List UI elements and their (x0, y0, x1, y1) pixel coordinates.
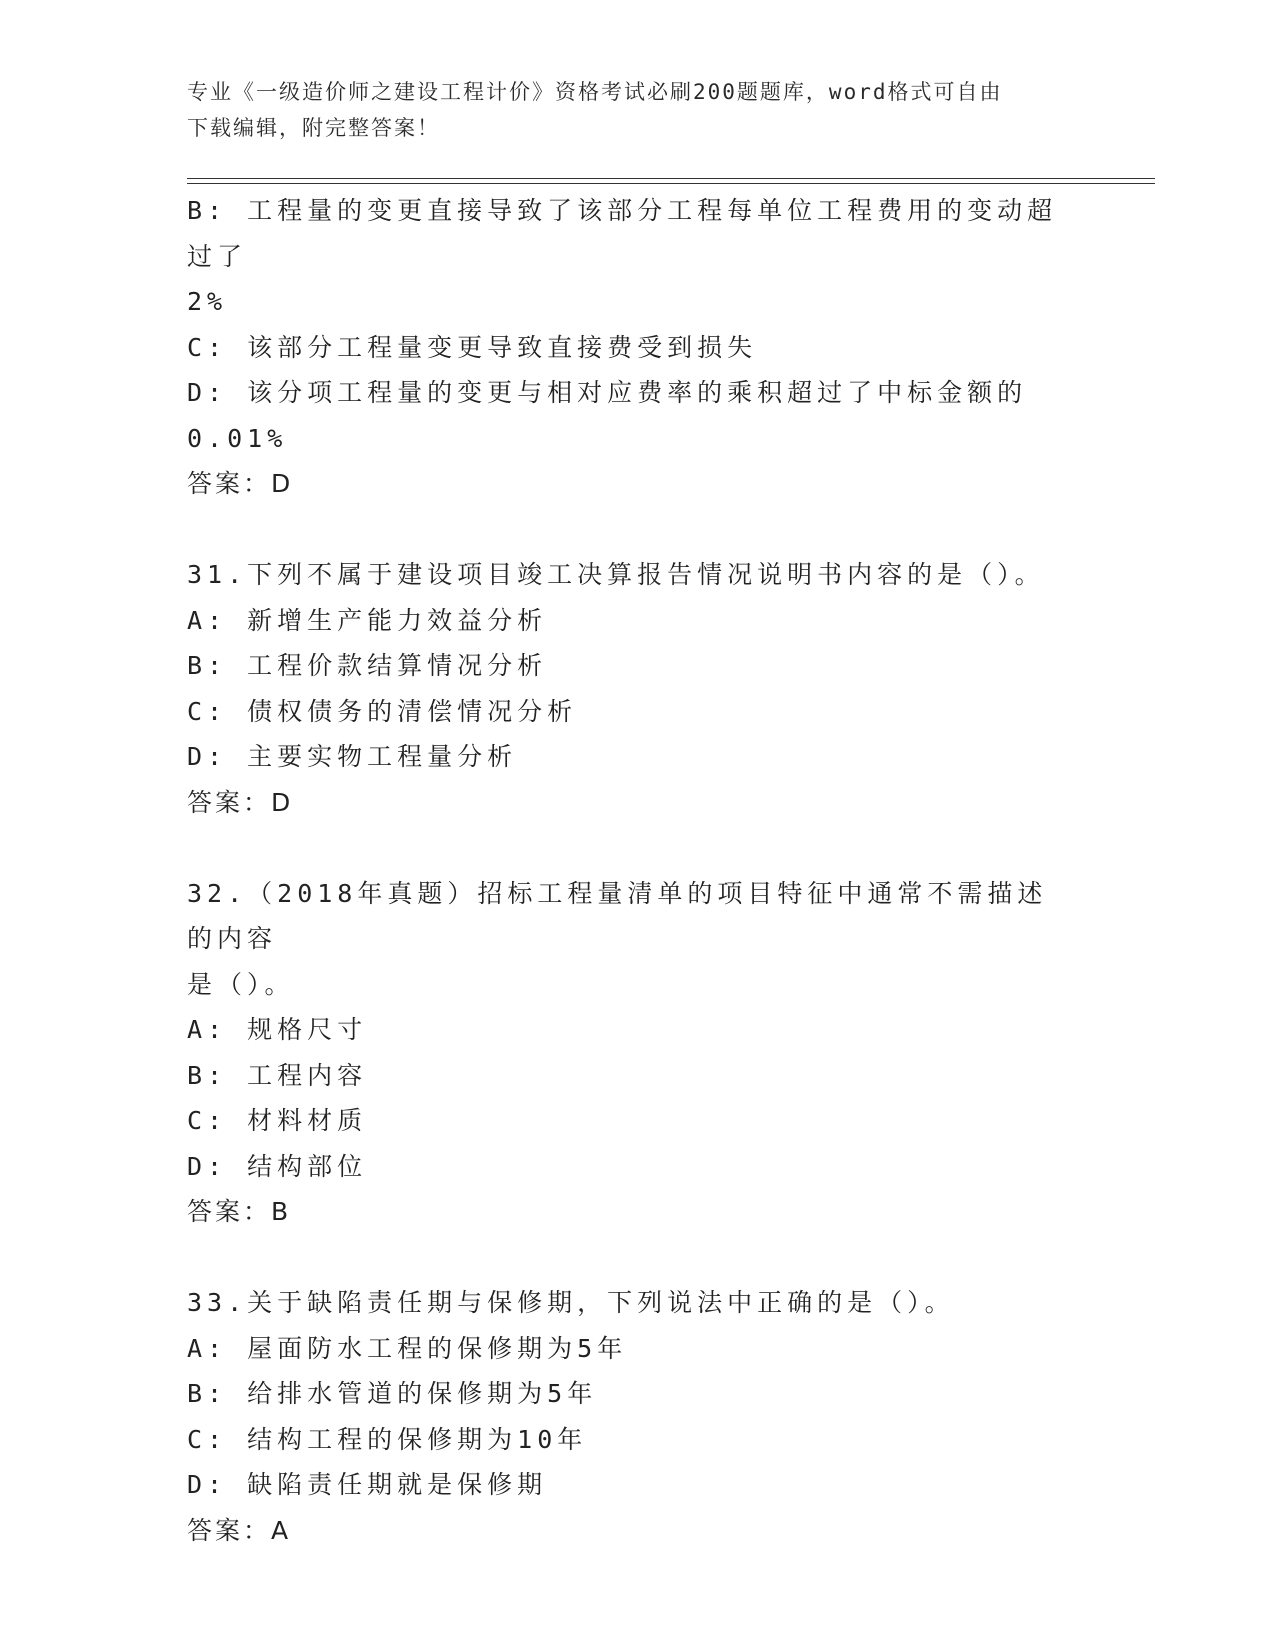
question-block (187, 552, 1077, 825)
question-block (187, 871, 1077, 1235)
option-c: C: 材料材质 (187, 1106, 368, 1135)
option-b: B: 工程量的变更直接导致了该部分工程每单位工程费用的变动超过了 (187, 196, 1058, 271)
question-block (187, 188, 1077, 507)
question-stem-continued: 是（）。 (187, 969, 295, 999)
question-block (187, 1280, 1077, 1553)
option-c: C: 结构工程的保修期为10年 (187, 1424, 588, 1454)
option-b: B: 工程内容 (187, 1060, 368, 1090)
question-stem: 33.关于缺陷责任期与保修期，下列说法中正确的是（）。 (187, 1288, 955, 1317)
answer-line: 答案：A (187, 1515, 292, 1545)
document-header (187, 74, 1087, 146)
answer-line: 答案：B (187, 1197, 292, 1226)
option-d: D: 缺陷责任期就是保修期 (187, 1470, 548, 1499)
option-b: B: 给排水管道的保修期为5年 (187, 1379, 598, 1408)
option-a: A: 新增生产能力效益分析 (187, 605, 548, 635)
block-spacer (187, 825, 1077, 871)
option-c: C: 债权债务的清偿情况分析 (187, 696, 578, 726)
question-stem: 32.（2018年真题）招标工程量清单的项目特征中通常不需描述的内容 (187, 878, 1048, 953)
option-a: A: 屋面防水工程的保修期为5年 (187, 1333, 628, 1363)
block-spacer (187, 1235, 1077, 1281)
answer-line: 答案：D (187, 469, 294, 498)
answer-line: 答案：D (187, 787, 294, 817)
header-line-1: 专业《一级造价师之建设工程计价》资格考试必刷200题题库，word格式可自由 (187, 80, 1003, 104)
option-d: D: 该分项工程量的变更与相对应费率的乘积超过了中标金额的0.01% (187, 378, 1028, 453)
option-b: B: 工程价款结算情况分析 (187, 651, 548, 680)
question-list (187, 188, 1077, 1553)
header-divider-bottom (187, 183, 1155, 184)
question-stem: 31.下列不属于建设项目竣工决算报告情况说明书内容的是（）。 (187, 560, 1045, 589)
block-spacer (187, 507, 1077, 553)
header-divider-top (187, 178, 1155, 179)
option-c: C: 该部分工程量变更导致直接费受到损失 (187, 332, 758, 362)
option-d: D: 主要实物工程量分析 (187, 742, 518, 771)
option-d: D: 结构部位 (187, 1151, 368, 1181)
option-a: A: 规格尺寸 (187, 1015, 368, 1044)
header-line-2: 下载编辑，附完整答案！ (187, 116, 440, 140)
option-b-continued: 2% (187, 287, 228, 316)
